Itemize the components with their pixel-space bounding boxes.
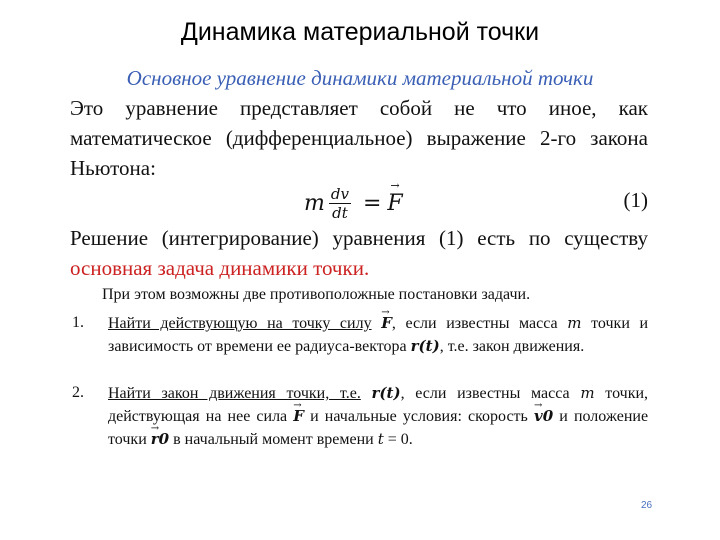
equation-mass: m	[304, 190, 325, 216]
list-item-text: и положение точки	[108, 408, 649, 448]
list-item-number: 2.	[72, 384, 84, 401]
time-symbol: t	[377, 430, 384, 448]
solution-highlight: основная задача динамики точки.	[70, 256, 370, 280]
list-item-underlined: Найти действующую на точку силу	[108, 315, 372, 332]
list-item-text: и начальные условия: скорость	[310, 408, 528, 425]
radius-vector-symbol: r(t)	[371, 384, 401, 402]
equation-equals: =	[362, 190, 382, 216]
force-vector-symbol: → F	[293, 405, 304, 427]
list-item	[70, 382, 648, 451]
equation-force: → F	[387, 191, 402, 216]
equation-denominator: dt	[332, 203, 348, 222]
intro-paragraph: Это уравнение представляет собой не что иное, как математическое (дифференциальное) выражение 2-го закона Ньютона:	[70, 96, 648, 180]
mass-symbol: m	[580, 384, 595, 402]
list-item-text: в начальный момент времени	[173, 431, 374, 448]
equation-numerator: dv	[330, 184, 349, 203]
list-item-body	[108, 382, 648, 451]
equation-derivative	[329, 185, 351, 222]
radius-vector-symbol: r(t)	[410, 337, 440, 355]
velocity-symbol: → v0	[534, 405, 553, 427]
mass-symbol: m	[567, 314, 582, 332]
list-item-text: = 0.	[387, 431, 413, 448]
position-symbol: → r0	[151, 428, 169, 450]
list-item-text: , если известны масса	[391, 315, 558, 332]
problem-intro: При этом возможны две противоположные постановки задачи.	[102, 286, 531, 303]
list-item-text: точки и зависимость от времени ее радиуса-вектора	[108, 315, 649, 355]
list-item-text: , т.е. закон движения.	[439, 338, 585, 355]
list-item-number: 1.	[72, 314, 84, 331]
solution-paragraph	[70, 223, 648, 283]
list-item	[70, 312, 648, 358]
page-number: 26	[641, 500, 653, 511]
slide-title: Динамика материальной точки	[180, 18, 540, 46]
list-item-body	[108, 312, 648, 358]
list-item-underlined: Найти закон движения точки, т.е.	[108, 385, 361, 402]
solution-text: Решение (интегрирование) уравнения (1) есть по существу	[70, 226, 648, 250]
equation-newton-second-law	[304, 178, 403, 228]
list-item-text: точки, действующая на нее сила	[108, 385, 649, 425]
equation-number: (1)	[623, 188, 648, 212]
force-vector-symbol: → F	[381, 312, 392, 334]
slide-subtitle: Основное уравнение динамики материальной точки	[126, 66, 594, 90]
list-item-text: , если известны масса	[400, 385, 570, 402]
